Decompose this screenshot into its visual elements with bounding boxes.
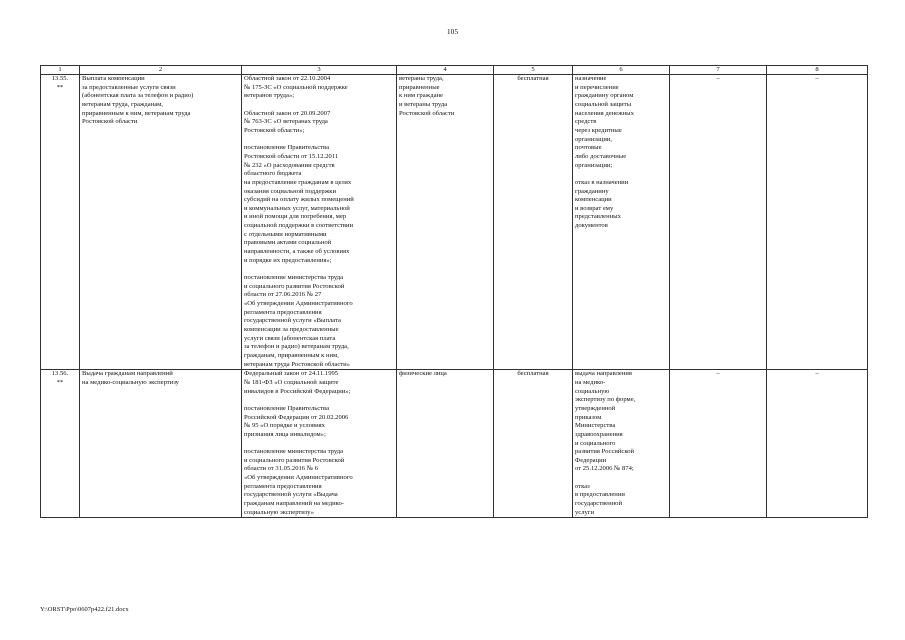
legal-basis-line: правовыми актами социальной <box>244 239 332 247</box>
recipients-line: к ним граждане <box>399 92 443 100</box>
column-number: 5 <box>494 66 573 75</box>
service-name-line: ветеранам труда, гражданам, <box>82 100 163 108</box>
legal-basis-line: направленности, а также об условиях <box>244 248 350 256</box>
legal-basis-line: Российской Федерации от 20.02.2006 <box>244 413 349 421</box>
legal-basis-line: инвалидов в Российской Федерации»; <box>244 387 351 395</box>
result-line: развития Российской <box>575 448 635 456</box>
result-line: через кредитные <box>575 126 622 134</box>
legal-basis-line: социальную экспертизу» <box>244 508 315 516</box>
result-line: в предоставлении <box>575 491 625 499</box>
legal-basis-line: области от 31.05.2016 № 6 <box>244 465 318 473</box>
legal-basis-line: № 95 «О порядке и условиях <box>244 422 325 430</box>
legal-basis-line: Областной закон от 20.09.2007 <box>244 109 331 117</box>
paragraph-gap <box>244 136 394 145</box>
legal-basis-line: постановление министерства труда <box>244 274 344 282</box>
result-line: назначение <box>575 75 607 82</box>
column-number: 6 <box>573 66 670 75</box>
result-line: экспертизу по форме, <box>575 396 636 404</box>
result-line: отказ <box>575 482 590 490</box>
result-line: гражданину органом <box>575 92 634 100</box>
legal-basis-line: Ростовской области от 15.12.2011 <box>244 152 339 160</box>
result-line: социальную <box>575 387 610 395</box>
legal-basis-line: Областной закон от 22.10.2004 <box>244 75 331 82</box>
paragraph-gap <box>575 474 667 483</box>
legal-basis-line: № 175-ЗС «О социальной поддержке <box>244 83 348 91</box>
legal-basis-line: постановление Правительства <box>244 404 330 412</box>
legal-basis-line: оказания социальной поддержки <box>244 187 337 195</box>
paragraph-gap <box>244 265 394 274</box>
result-line: утвержденной <box>575 404 616 412</box>
result-line: и социального <box>575 439 616 447</box>
services-table <box>40 65 868 518</box>
result-line: компенсации <box>575 196 612 204</box>
legal-basis-line: гражданам направлений на медико- <box>244 500 345 508</box>
column-7-value: – <box>716 370 720 378</box>
legal-basis-line: № 763-ЗС «О ветеранах труда <box>244 118 328 126</box>
service-name-line: приравненным к ним, ветеранам труда <box>82 109 191 117</box>
result-cell <box>573 75 670 370</box>
result-line: отказ в назначении <box>575 178 629 186</box>
result-line: организации; <box>575 161 613 169</box>
table-row <box>41 75 868 370</box>
legal-basis-line: и коммунальных услуг, материальной <box>244 204 350 212</box>
cost-value: бесплатная <box>517 75 549 82</box>
legal-basis-line: на предоставление гражданам в целях <box>244 178 352 186</box>
recipients-cell <box>397 370 494 518</box>
legal-basis-line: и социального развития Ростовской <box>244 456 345 464</box>
legal-basis-line: за телефон и радио) ветеранам труда, <box>244 343 349 351</box>
result-line: выдача направления <box>575 370 632 378</box>
column-8-value: – <box>815 75 819 82</box>
recipients-line: ветераны труда, <box>399 75 444 82</box>
item-number-cell <box>41 75 80 370</box>
result-line: организации, <box>575 135 613 143</box>
paragraph-gap <box>575 170 667 179</box>
column-number: 1 <box>41 66 80 75</box>
legal-basis-line: постановление министерства труда <box>244 448 344 456</box>
column-7-cell <box>670 75 767 370</box>
legal-basis-line: субсидий на оплату жилых помещений <box>244 196 354 204</box>
service-name-cell <box>80 370 242 518</box>
legal-basis-line: № 181-ФЗ «О социальной защите <box>244 378 339 386</box>
result-line: гражданину <box>575 187 609 195</box>
service-name-line: на медико-социальную экспертизу <box>82 378 179 386</box>
table-row <box>41 370 868 518</box>
legal-basis-line: социальной поддержки в соответствии <box>244 222 354 230</box>
legal-basis-line: и порядке их предоставления»; <box>244 256 332 264</box>
result-line: государственной <box>575 500 622 508</box>
result-line: Федерации <box>575 456 607 464</box>
result-line: и возврат ему <box>575 204 614 212</box>
recipients-cell <box>397 75 494 370</box>
legal-basis-line: гражданам, приравненным к ним, <box>244 351 339 359</box>
column-number: 2 <box>80 66 242 75</box>
page-number: 105 <box>446 27 459 36</box>
column-number: 7 <box>670 66 767 75</box>
paragraph-gap <box>244 101 394 110</box>
item-mark: ** <box>56 378 64 386</box>
legal-basis-line: постановление Правительства <box>244 144 330 152</box>
legal-basis-line: государственной услуги «Выплата <box>244 317 341 325</box>
legal-basis-line: регламента предоставления <box>244 308 322 316</box>
legal-basis-line: с отдельными нормативными <box>244 230 327 238</box>
legal-basis-line: компенсации за предоставленные <box>244 325 339 333</box>
result-line: приказом <box>575 413 602 421</box>
legal-basis-line: ветеранам труда Ростовской области» <box>244 360 350 368</box>
legal-basis-line: областного бюджета <box>244 170 302 178</box>
result-line: от 25.12.2006 № 874; <box>575 465 634 473</box>
column-number: 3 <box>242 66 397 75</box>
cost-value: бесплатная <box>517 370 549 378</box>
legal-basis-line: Федеральный закон от 24.11.1995 <box>244 370 339 378</box>
item-number: 13.55. <box>51 75 69 82</box>
item-number: 13.56. <box>51 370 69 378</box>
result-line: и перечисление <box>575 83 619 91</box>
result-line: на медико- <box>575 378 606 386</box>
legal-basis-cell <box>242 75 397 370</box>
paragraph-gap <box>244 396 394 405</box>
result-cell <box>573 370 670 518</box>
legal-basis-line: области от 27.06.2016 № 27 <box>244 291 322 299</box>
result-line: документов <box>575 222 608 230</box>
legal-basis-line: и социального развития Ростовской <box>244 282 345 290</box>
legal-basis-line: «Об утверждении Административного <box>244 300 353 308</box>
service-name-line: (абонентская плата за телефон и радио) <box>82 92 194 100</box>
legal-basis-line: Ростовской области»; <box>244 126 305 134</box>
service-name-line: Ростовской области <box>82 118 138 126</box>
legal-basis-line: № 232 «О расходовании средств <box>244 161 335 169</box>
service-name-line: за предоставленные услуги связи <box>82 83 176 91</box>
legal-basis-line: ветеранов труда»; <box>244 92 295 100</box>
service-name-line: Выдача гражданам направлений <box>82 370 173 378</box>
item-mark: ** <box>56 83 64 91</box>
result-line: почтовые <box>575 144 602 152</box>
column-number-row <box>41 66 868 75</box>
cost-cell <box>494 75 573 370</box>
result-line: Министерства <box>575 422 616 430</box>
legal-basis-line: признания лица инвалидом»; <box>244 430 326 438</box>
column-7-value: – <box>716 75 720 82</box>
legal-basis-line: регламента предоставления <box>244 482 322 490</box>
legal-basis-line: и иной помощи для погребения, мер <box>244 213 347 221</box>
legal-basis-line: «Об утверждении Административного <box>244 474 353 482</box>
table-body <box>41 75 868 518</box>
column-8-value: – <box>815 370 819 378</box>
column-8-cell <box>767 75 868 370</box>
service-name-line: Выплата компенсации <box>82 75 145 82</box>
result-line: социальной защиты <box>575 100 632 108</box>
paragraph-gap <box>244 440 394 449</box>
result-line: услуги <box>575 508 595 516</box>
result-line: здравоохранения <box>575 430 623 438</box>
cost-cell <box>494 370 573 518</box>
legal-basis-cell <box>242 370 397 518</box>
recipients-line: физические лица <box>399 370 447 378</box>
recipients-line: приравненные <box>399 83 440 91</box>
result-line: населения денежных <box>575 109 634 117</box>
recipients-line: Ростовской области <box>399 109 455 117</box>
column-8-cell <box>767 370 868 518</box>
footer-file-path: Y:\ORST\Ppo\0607p422.f21.docx <box>40 606 129 613</box>
column-number: 8 <box>767 66 868 75</box>
recipients-line: и ветераны труда <box>399 100 448 108</box>
service-name-cell <box>80 75 242 370</box>
result-line: либо доставочные <box>575 152 627 160</box>
column-number: 4 <box>397 66 494 75</box>
legal-basis-line: услуги связи (абонентская плата <box>244 334 336 342</box>
result-line: представленных <box>575 213 621 221</box>
item-number-cell <box>41 370 80 518</box>
column-7-cell <box>670 370 767 518</box>
legal-basis-line: государственной услуги «Выдача <box>244 491 338 499</box>
result-line: средств <box>575 118 597 126</box>
